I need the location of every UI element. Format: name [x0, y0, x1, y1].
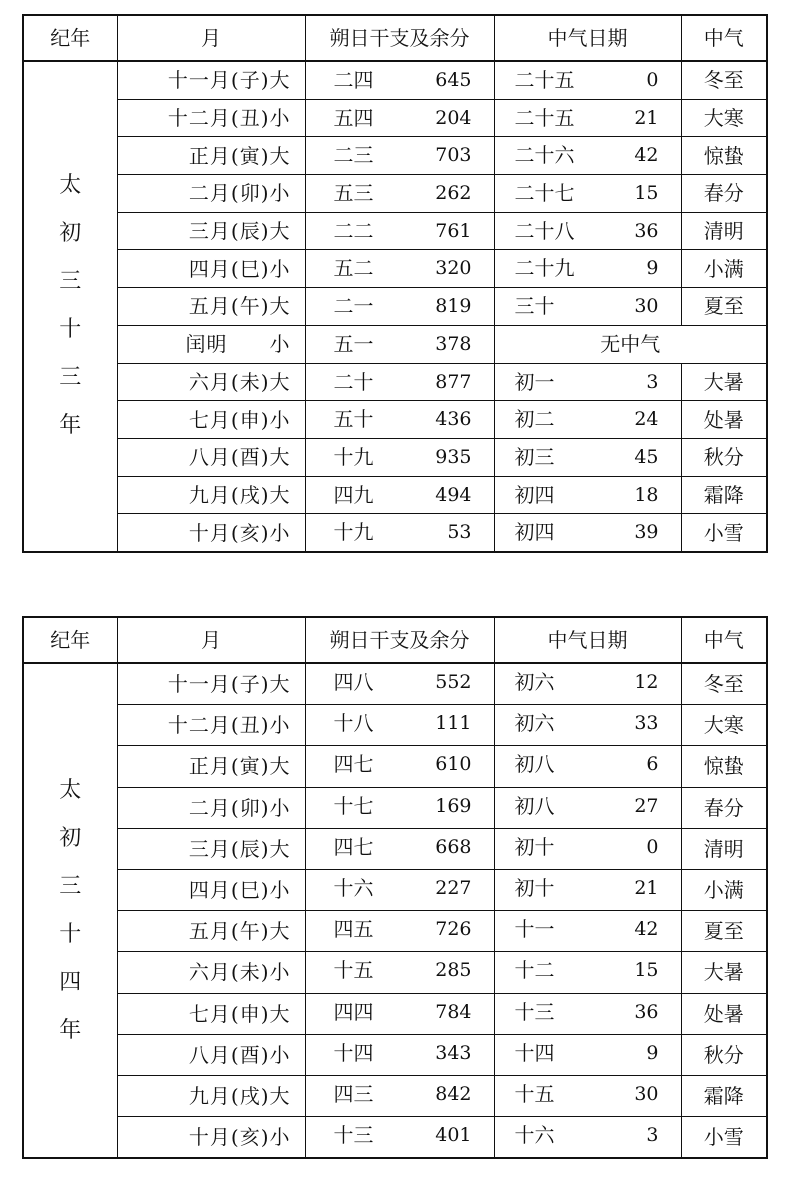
qi-name-cell: 霜降	[681, 1075, 767, 1116]
month-cell: 四月(巳)小	[117, 250, 305, 288]
qi-day: 二十六	[514, 143, 575, 168]
qi-date-cell	[494, 61, 681, 99]
header-month: 月	[117, 617, 305, 663]
qi-day: 十四	[514, 1040, 555, 1065]
table-row	[23, 514, 767, 552]
qi-remainder: 42	[634, 918, 659, 941]
remainder: 935	[435, 445, 472, 468]
header-qi-date: 中气日期	[494, 617, 681, 663]
remainder: 343	[435, 1041, 472, 1064]
qi-day: 初一	[514, 369, 555, 394]
qi-name-cell: 秋分	[681, 438, 767, 476]
remainder: 494	[435, 483, 472, 506]
new-moon-cell	[305, 663, 494, 705]
year-char: 十	[59, 317, 82, 343]
header-year: 纪年	[23, 617, 117, 663]
remainder: 111	[435, 712, 472, 735]
table-row	[23, 705, 767, 746]
qi-remainder: 45	[634, 445, 659, 468]
no-zhongqi-cell: 无中气	[494, 325, 767, 363]
ganzhi-day: 十六	[333, 875, 374, 900]
qi-date-cell	[494, 705, 681, 746]
qi-date-cell	[494, 175, 681, 213]
new-moon-cell	[305, 401, 494, 439]
table-row	[23, 363, 767, 401]
new-moon-cell	[305, 911, 494, 952]
ganzhi-day: 五一	[333, 331, 374, 356]
qi-day: 初八	[514, 793, 555, 818]
header-qi: 中气	[681, 617, 767, 663]
new-moon-cell	[305, 476, 494, 514]
ganzhi-day: 二三	[333, 143, 374, 168]
month-cell: 十二月(丑)小	[117, 705, 305, 746]
qi-date-cell	[494, 1034, 681, 1075]
month-cell: 六月(未)小	[117, 952, 305, 993]
qi-name-cell: 小雪	[681, 514, 767, 552]
new-moon-cell	[305, 705, 494, 746]
table-row	[23, 250, 767, 288]
qi-name-cell: 小满	[681, 869, 767, 910]
remainder: 204	[435, 106, 472, 129]
new-moon-cell	[305, 1075, 494, 1116]
qi-remainder: 27	[634, 794, 659, 817]
table-row	[23, 288, 767, 326]
table-row	[23, 663, 767, 705]
month-cell: 三月(辰)大	[117, 828, 305, 869]
table-row	[23, 1075, 767, 1116]
month-cell: 九月(戌)大	[117, 476, 305, 514]
header-new-moon: 朔日干支及余分	[305, 617, 494, 663]
remainder: 53	[447, 521, 472, 544]
header-new-moon: 朔日干支及余分	[305, 15, 494, 61]
calendar-table-year-33	[22, 14, 768, 553]
month-cell: 七月(申)小	[117, 401, 305, 439]
year-char: 年	[59, 413, 82, 439]
ganzhi-day: 五二	[333, 256, 374, 281]
qi-day: 初六	[514, 670, 555, 694]
qi-remainder: 21	[634, 876, 659, 899]
month-cell: 五月(午)大	[117, 911, 305, 952]
qi-name-cell: 霜降	[681, 476, 767, 514]
year-char: 三	[59, 873, 82, 899]
year-char: 太	[59, 777, 82, 803]
remainder: 761	[435, 219, 472, 242]
new-moon-cell	[305, 993, 494, 1034]
ganzhi-day: 二二	[333, 218, 374, 243]
ganzhi-day: 五四	[333, 105, 374, 130]
qi-day: 初四	[514, 520, 555, 545]
ganzhi-day: 十四	[333, 1040, 374, 1065]
header-month: 月	[117, 15, 305, 61]
ganzhi-day: 十三	[333, 1123, 374, 1148]
new-moon-cell	[305, 175, 494, 213]
new-moon-cell	[305, 61, 494, 99]
year-char: 太	[59, 173, 82, 199]
ganzhi-day: 四四	[333, 999, 374, 1024]
qi-name-cell: 夏至	[681, 288, 767, 326]
qi-date-cell	[494, 212, 681, 250]
ganzhi-day: 四八	[333, 670, 374, 694]
qi-remainder: 36	[634, 219, 659, 242]
table-row	[23, 869, 767, 910]
remainder: 610	[435, 753, 472, 776]
qi-day: 十三	[514, 999, 555, 1024]
new-moon-cell	[305, 787, 494, 828]
remainder: 842	[435, 1082, 472, 1105]
year-char: 初	[59, 221, 82, 247]
qi-name-cell: 春分	[681, 175, 767, 213]
ganzhi-day: 十八	[333, 711, 374, 736]
qi-name-cell: 冬至	[681, 61, 767, 99]
qi-name-cell: 惊蛰	[681, 746, 767, 787]
remainder: 784	[435, 1000, 472, 1023]
qi-day: 二十八	[514, 218, 575, 243]
ganzhi-day: 二一	[333, 294, 374, 319]
qi-name-cell: 夏至	[681, 911, 767, 952]
table-row	[23, 1117, 767, 1159]
table-row	[23, 787, 767, 828]
qi-name-cell: 清明	[681, 828, 767, 869]
table-row	[23, 175, 767, 213]
qi-day: 初三	[514, 444, 555, 469]
qi-date-cell	[494, 288, 681, 326]
table-row	[23, 476, 767, 514]
table-row	[23, 828, 767, 869]
table-row	[23, 212, 767, 250]
new-moon-cell	[305, 99, 494, 137]
header-qi-date: 中气日期	[494, 15, 681, 61]
new-moon-cell	[305, 828, 494, 869]
new-moon-cell	[305, 363, 494, 401]
qi-remainder: 9	[646, 257, 659, 280]
remainder: 819	[435, 295, 472, 318]
new-moon-cell	[305, 288, 494, 326]
table-row	[23, 1034, 767, 1075]
qi-date-cell	[494, 137, 681, 175]
qi-day: 二十五	[514, 68, 575, 92]
ganzhi-day: 十七	[333, 793, 374, 818]
qi-day: 二十五	[514, 105, 575, 130]
qi-remainder: 0	[646, 835, 659, 858]
qi-name-cell: 处暑	[681, 993, 767, 1034]
qi-day: 十六	[514, 1123, 555, 1148]
qi-date-cell	[494, 401, 681, 439]
qi-date-cell	[494, 476, 681, 514]
qi-date-cell	[494, 993, 681, 1034]
qi-remainder: 21	[634, 106, 659, 129]
ganzhi-day: 四五	[333, 917, 374, 942]
remainder: 169	[435, 794, 472, 817]
qi-date-cell	[494, 952, 681, 993]
remainder: 285	[435, 959, 472, 982]
month-cell: 二月(卯)小	[117, 787, 305, 828]
table-row	[23, 993, 767, 1034]
qi-remainder: 15	[634, 182, 659, 205]
year-char: 三	[59, 365, 82, 391]
qi-day: 初十	[514, 875, 555, 900]
month-cell: 三月(辰)大	[117, 212, 305, 250]
ganzhi-day: 五三	[333, 181, 374, 206]
remainder: 227	[435, 876, 472, 899]
remainder: 262	[435, 182, 472, 205]
qi-date-cell	[494, 663, 681, 705]
remainder: 877	[435, 370, 472, 393]
qi-remainder: 33	[634, 712, 659, 735]
qi-remainder: 36	[634, 1000, 659, 1023]
table-row	[23, 438, 767, 476]
qi-date-cell	[494, 869, 681, 910]
new-moon-cell	[305, 250, 494, 288]
month-cell: 正月(寅)大	[117, 137, 305, 175]
month-cell: 十月(亥)小	[117, 514, 305, 552]
year-char: 四	[59, 969, 82, 995]
new-moon-cell	[305, 1117, 494, 1159]
qi-remainder: 15	[634, 959, 659, 982]
month-cell: 闰明 小	[117, 325, 305, 363]
qi-date-cell	[494, 1075, 681, 1116]
table-body	[23, 61, 767, 552]
qi-day: 二十七	[514, 181, 575, 206]
qi-day: 初八	[514, 752, 555, 777]
table-row	[23, 325, 767, 363]
remainder: 668	[435, 835, 472, 858]
year-cell	[23, 663, 117, 1158]
year-cell	[23, 61, 117, 552]
qi-name-cell: 冬至	[681, 663, 767, 705]
qi-name-cell: 秋分	[681, 1034, 767, 1075]
month-cell: 八月(酉)小	[117, 1034, 305, 1075]
month-cell: 九月(戌)大	[117, 1075, 305, 1116]
qi-day: 十二	[514, 958, 555, 983]
ganzhi-day: 十五	[333, 958, 374, 983]
qi-day: 初六	[514, 711, 555, 736]
month-cell: 十一月(子)大	[117, 61, 305, 99]
qi-remainder: 9	[646, 1041, 659, 1064]
new-moon-cell	[305, 1034, 494, 1075]
new-moon-cell	[305, 438, 494, 476]
qi-date-cell	[494, 828, 681, 869]
table-row	[23, 746, 767, 787]
qi-remainder: 42	[634, 144, 659, 167]
qi-name-cell: 小雪	[681, 1117, 767, 1159]
month-cell: 六月(未)大	[117, 363, 305, 401]
new-moon-cell	[305, 746, 494, 787]
qi-remainder: 18	[634, 483, 659, 506]
ganzhi-day: 四三	[333, 1081, 374, 1106]
qi-remainder: 6	[646, 753, 659, 776]
month-cell: 五月(午)大	[117, 288, 305, 326]
remainder: 436	[435, 408, 472, 431]
ganzhi-day: 四七	[333, 752, 374, 777]
qi-day: 初十	[514, 834, 555, 859]
qi-day: 三十	[514, 294, 555, 319]
table-row	[23, 99, 767, 137]
month-cell: 十月(亥)小	[117, 1117, 305, 1159]
new-moon-cell	[305, 137, 494, 175]
header-row	[23, 15, 767, 61]
qi-day: 十一	[514, 917, 555, 942]
qi-day: 初四	[514, 482, 555, 507]
qi-day: 二十九	[514, 256, 575, 281]
qi-day: 十五	[514, 1081, 555, 1106]
month-cell: 正月(寅)大	[117, 746, 305, 787]
qi-name-cell: 春分	[681, 787, 767, 828]
qi-name-cell: 大寒	[681, 99, 767, 137]
month-cell: 四月(巳)小	[117, 869, 305, 910]
table-row	[23, 401, 767, 439]
qi-date-cell	[494, 746, 681, 787]
year-char: 初	[59, 825, 82, 851]
month-cell: 八月(酉)大	[117, 438, 305, 476]
remainder: 726	[435, 918, 472, 941]
qi-name-cell: 小满	[681, 250, 767, 288]
remainder: 378	[435, 332, 472, 355]
qi-name-cell: 大暑	[681, 363, 767, 401]
qi-date-cell	[494, 787, 681, 828]
qi-remainder: 0	[646, 69, 659, 91]
qi-date-cell	[494, 250, 681, 288]
remainder: 645	[435, 69, 472, 91]
qi-remainder: 12	[634, 671, 659, 693]
qi-remainder: 3	[646, 1124, 659, 1147]
ganzhi-day: 四九	[333, 482, 374, 507]
new-moon-cell	[305, 212, 494, 250]
ganzhi-day: 十九	[333, 444, 374, 469]
qi-remainder: 24	[634, 408, 659, 431]
ganzhi-day: 十九	[333, 520, 374, 545]
header-row	[23, 617, 767, 663]
new-moon-cell	[305, 952, 494, 993]
ganzhi-day: 二十	[333, 369, 374, 394]
ganzhi-day: 二四	[333, 68, 374, 92]
month-cell: 二月(卯)小	[117, 175, 305, 213]
qi-date-cell	[494, 911, 681, 952]
qi-name-cell: 大寒	[681, 705, 767, 746]
year-char: 十	[59, 921, 82, 947]
qi-name-cell: 大暑	[681, 952, 767, 993]
qi-name-cell: 惊蛰	[681, 137, 767, 175]
table-row	[23, 137, 767, 175]
remainder: 703	[435, 144, 472, 167]
ganzhi-day: 四七	[333, 834, 374, 859]
calendar-table-year-34	[22, 616, 768, 1159]
qi-remainder: 39	[634, 521, 659, 544]
qi-name-cell: 清明	[681, 212, 767, 250]
qi-name-cell: 处暑	[681, 401, 767, 439]
qi-remainder: 30	[634, 295, 659, 318]
month-cell: 十一月(子)大	[117, 663, 305, 705]
remainder: 552	[435, 671, 472, 693]
qi-date-cell	[494, 363, 681, 401]
remainder: 320	[435, 257, 472, 280]
header-year: 纪年	[23, 15, 117, 61]
table-row	[23, 952, 767, 993]
table-row	[23, 911, 767, 952]
year-char: 三	[59, 269, 82, 295]
year-char: 年	[59, 1017, 82, 1043]
qi-remainder: 3	[646, 370, 659, 393]
header-qi: 中气	[681, 15, 767, 61]
table-row	[23, 61, 767, 99]
month-cell: 七月(申)大	[117, 993, 305, 1034]
month-cell: 十二月(丑)小	[117, 99, 305, 137]
remainder: 401	[435, 1124, 472, 1147]
qi-date-cell	[494, 99, 681, 137]
qi-remainder: 30	[634, 1082, 659, 1105]
qi-date-cell	[494, 1117, 681, 1159]
new-moon-cell	[305, 869, 494, 910]
qi-day: 初二	[514, 407, 555, 432]
new-moon-cell	[305, 325, 494, 363]
ganzhi-day: 五十	[333, 407, 374, 432]
table-body	[23, 663, 767, 1158]
qi-date-cell	[494, 438, 681, 476]
new-moon-cell	[305, 514, 494, 552]
qi-date-cell	[494, 514, 681, 552]
